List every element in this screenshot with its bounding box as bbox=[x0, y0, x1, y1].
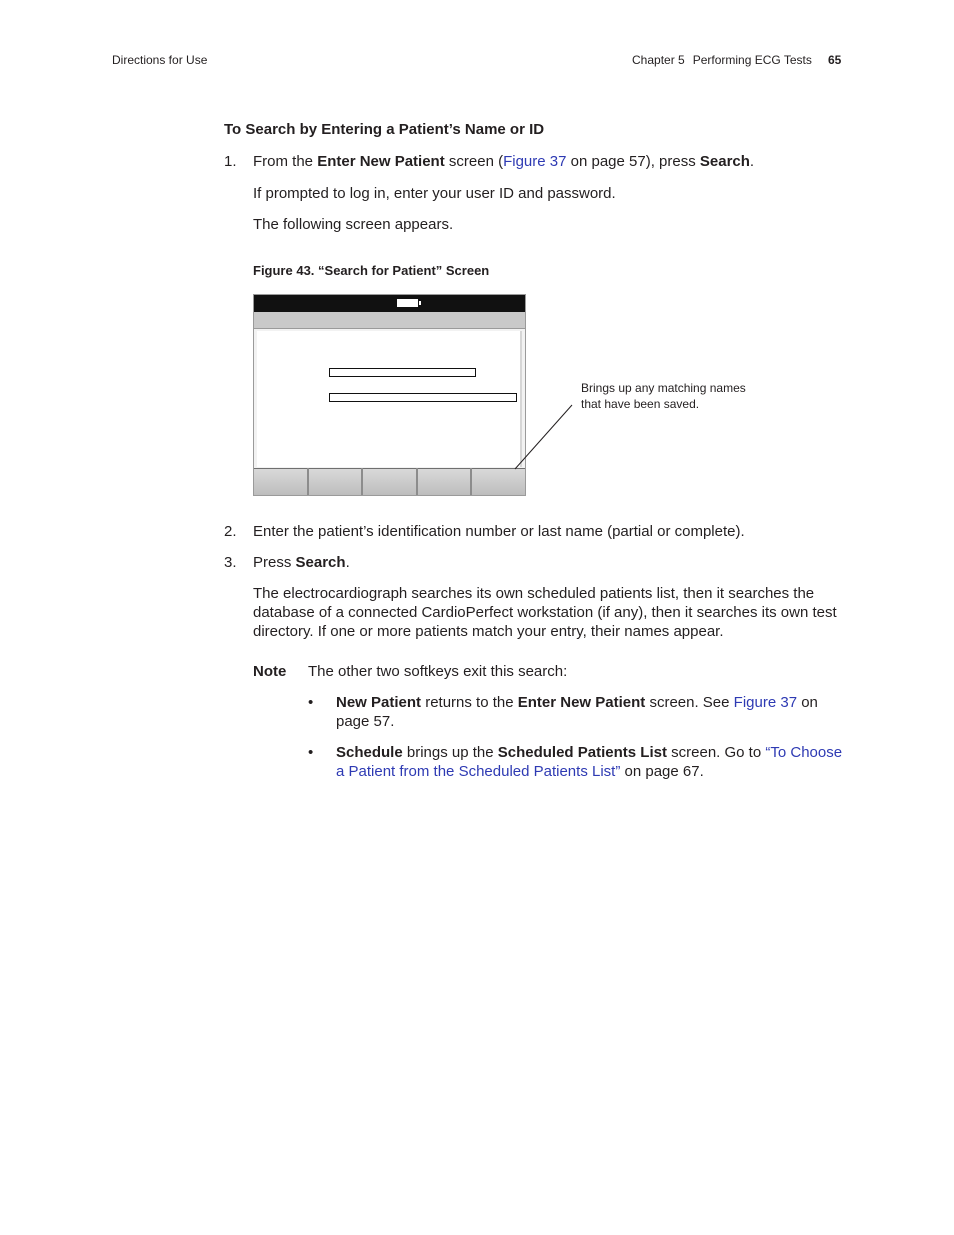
device-title-bar bbox=[254, 312, 525, 329]
device-softkey bbox=[254, 468, 307, 495]
device-input-field bbox=[329, 368, 476, 377]
search-for-patient-screen bbox=[253, 294, 526, 496]
ui-term: New Patient bbox=[336, 694, 422, 711]
text-run: screen. See bbox=[645, 694, 734, 711]
step-number: 3. bbox=[224, 554, 237, 571]
running-header-chapter bbox=[632, 53, 812, 67]
chapter-title: Performing ECG Tests bbox=[692, 53, 812, 67]
ui-term: Search bbox=[699, 153, 750, 170]
text-run: on page 57. bbox=[336, 694, 818, 730]
device-softkey bbox=[472, 468, 525, 495]
bullet-text bbox=[336, 693, 846, 731]
callout-line: that have been saved. bbox=[581, 397, 700, 411]
note-label: Note bbox=[253, 663, 287, 680]
text-run: screen ( bbox=[444, 153, 504, 170]
step-number: 2. bbox=[224, 523, 237, 540]
ui-term: Enter New Patient bbox=[517, 694, 646, 711]
figure-37-link[interactable]: Figure 37 bbox=[733, 694, 798, 711]
figure-callout bbox=[581, 380, 751, 412]
section-title: To Search by Entering a Patient’s Name or ID bbox=[224, 121, 545, 138]
step-1-screen-note: The following screen appears. bbox=[253, 216, 454, 233]
text-run: brings up the bbox=[402, 744, 498, 761]
battery-tip-icon bbox=[419, 301, 421, 305]
device-softkey-row bbox=[254, 468, 525, 495]
device-softkey bbox=[363, 468, 416, 495]
bullet-text bbox=[336, 743, 846, 781]
step-text bbox=[253, 553, 840, 572]
device-status-bar bbox=[254, 295, 525, 312]
figure-caption: Figure 43. “Search for Patient” Screen bbox=[253, 263, 490, 278]
step-text bbox=[253, 152, 840, 171]
step-3-description: The electrocardiograph searches its own scheduled patients list, then it searches the database of a connected CardioPerfect workstation (if any), then it searches its own test directory. If one or more patients match your entry, their names appear. bbox=[253, 585, 837, 640]
bullet-dot: • bbox=[308, 694, 314, 711]
text-run: screen. Go to bbox=[666, 744, 766, 761]
battery-icon bbox=[397, 299, 418, 307]
device-input-field bbox=[329, 393, 517, 402]
device-softkey bbox=[309, 468, 362, 495]
ui-term: Enter New Patient bbox=[317, 153, 445, 170]
scheduled-patients-link[interactable]: “To Choose a Patient from the Scheduled Patients List” bbox=[336, 744, 843, 780]
step-number: 1. bbox=[224, 153, 237, 170]
text-run: . bbox=[749, 153, 755, 170]
text-run: on page 67. bbox=[620, 763, 704, 780]
ui-term: Scheduled Patients List bbox=[497, 744, 667, 761]
callout-line: Brings up any matching names bbox=[581, 381, 746, 395]
figure-37-link[interactable]: Figure 37 bbox=[503, 153, 567, 170]
text-run: on page 57), press bbox=[566, 153, 700, 170]
step-text: Enter the patient’s identification number or last name (partial or complete). bbox=[253, 523, 745, 540]
ui-term: Search bbox=[295, 554, 346, 571]
running-header-left: Directions for Use bbox=[112, 53, 208, 67]
note-text: The other two softkeys exit this search: bbox=[308, 663, 568, 680]
bullet-dot: • bbox=[308, 744, 314, 761]
text-run: . bbox=[345, 554, 350, 571]
chapter-number: Chapter 5 bbox=[632, 53, 685, 67]
text-run: Press bbox=[253, 554, 296, 571]
text-run: From the bbox=[253, 153, 318, 170]
step-1-login-note: If prompted to log in, enter your user ID and password. bbox=[253, 185, 616, 202]
ui-term: Schedule bbox=[336, 744, 403, 761]
device-softkey bbox=[418, 468, 471, 495]
text-run: returns to the bbox=[421, 694, 518, 711]
page-number: 65 bbox=[828, 53, 842, 67]
